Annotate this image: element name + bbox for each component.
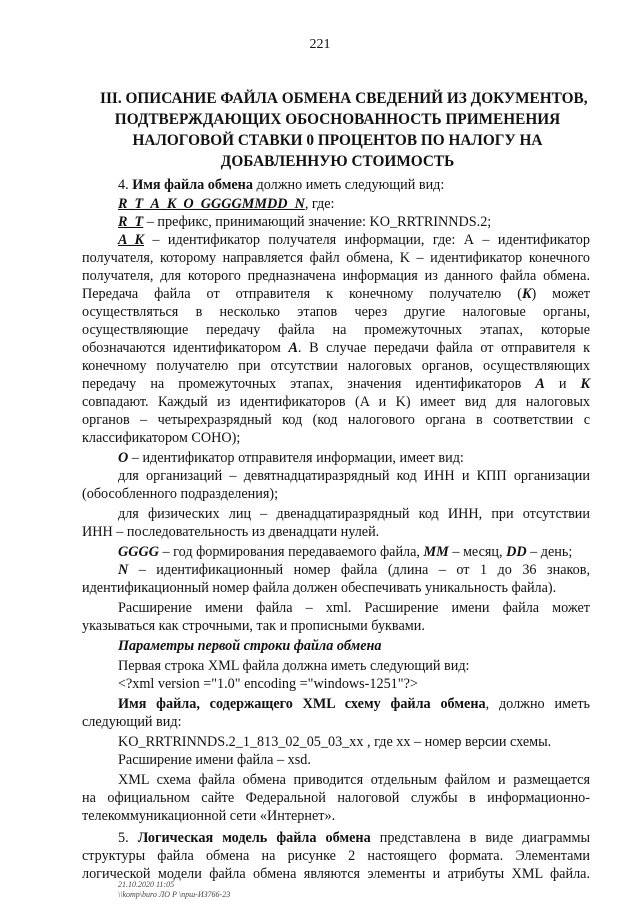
- ak-line-7: обозначаются идентификатором A. В случае передачи файла от отправителя к: [82, 340, 590, 356]
- ak-line-3: получателя, для которого предназначена информация из данного файла обмена.: [82, 268, 590, 284]
- fl-line-1: для физических лиц – двенадцатиразрядный код ИНН, при отсутствии: [118, 506, 590, 522]
- first-line-text: Первая строка XML файла должна иметь следующий вид:: [118, 658, 470, 674]
- fmt-line: R_T_A_K_O_GGGGMMDD_N, где:: [118, 196, 335, 212]
- p5-line-3: логической модели файла обмена являются элементы и атрибуты XML файла.: [82, 866, 590, 882]
- p4-heading: Имя файла обмена: [132, 177, 253, 193]
- ak-line-5: осуществляться в несколько этапов через другие налоговые органы,: [82, 304, 590, 320]
- xml-declaration: <?xml version ="1.0" encoding ="windows-1251"?>: [118, 676, 418, 692]
- p5-line-2: структуры файла обмена на рисунке 2 настоящего формата. Элементами: [82, 848, 590, 864]
- ak-line-9: передачу на промежуточных этапах, значения идентификаторов A и K: [82, 376, 591, 392]
- rt-line: R_T – префикс, принимающий значение: KO_RRTRINNDS.2;: [118, 214, 492, 230]
- schema-line-2: следующий вид:: [82, 714, 182, 730]
- ak-line-12: классификатором СОНО);: [82, 430, 241, 446]
- o-line: O – идентификатор отправителя информации, имеет вид:: [118, 450, 464, 466]
- ak-line-6: осуществляющие передачу файла на промежуточных этапах, которые: [82, 322, 590, 338]
- gggg-line: GGGG – год формирования передаваемого файла, MM – месяц, DD – день;: [118, 544, 573, 560]
- schema-filename: KO_RRTRINNDS.2_1_813_02_05_03_xx , где xx – номер версии схемы.: [118, 734, 552, 750]
- ak-line-1: A_K – идентификатор получателя информации, где: А – идентификатор: [118, 232, 590, 248]
- ext-line-1: Расширение имени файла – xml. Расширение имени файла может: [118, 600, 590, 616]
- n-line-1: N – идентификационный номер файла (длина – от 1 до 36 знаков,: [118, 562, 590, 578]
- footer-date: 21.10.2020 11:05: [118, 880, 175, 889]
- ext-line-2: указываться как строчными, так и прописными буквами.: [82, 618, 425, 634]
- ak-line-4: Передача файла от отправителя к конечному получателю (K) может: [82, 286, 590, 302]
- xml-line-3: телекоммуникационной сети «Интернет».: [82, 808, 336, 824]
- org-line-1: для организаций – девятнадцатиразрядный код ИНН и КПП организации: [118, 468, 590, 484]
- p4-intro: 4. Имя файла обмена должно иметь следующий вид:: [118, 177, 445, 193]
- section-title: [100, 88, 588, 172]
- p5-line-1: 5. Логическая модель файла обмена представлена в виде диаграммы: [118, 830, 591, 846]
- title-line: НАЛОГОВОЙ СТАВКИ 0 ПРОЦЕНТОВ ПО НАЛОГУ НА: [132, 132, 543, 149]
- fl-line-2: ИНН – последовательность из двенадцати нулей.: [82, 524, 380, 540]
- title-line: ДОБАВЛЕННУЮ СТОИМОСТЬ: [220, 153, 455, 170]
- ak-line-10: совпадают. Каждый из идентификаторов (A и K) имеет вид для налоговых: [82, 394, 590, 410]
- p5-heading: Логическая модель файла обмена: [137, 830, 371, 846]
- schema-line-1: Имя файла, содержащего XML схему файла обмена, должно иметь: [118, 696, 590, 712]
- xml-line-2: на официальном сайте Федеральной налоговой службы в информационно-: [82, 790, 590, 806]
- title-line: III. ОПИСАНИЕ ФАЙЛА ОБМЕНА СВЕДЕНИЙ ИЗ ДОКУМЕНТОВ,: [100, 90, 588, 107]
- ak-line-8: конечному получателю при отсутствии налоговых органов, осуществляющих: [82, 358, 590, 374]
- params-heading: Параметры первой строки файла обмена: [118, 638, 382, 654]
- xml-line-1: XML схема файла обмена приводится отдельным файлом и размещается: [118, 772, 590, 788]
- page-number: 221: [309, 37, 331, 52]
- schema-heading: Имя файла, содержащего XML схему файла обмена: [118, 696, 486, 712]
- n-line-2: идентификационный номер файла должен обеспечивать уникальность файла).: [82, 580, 557, 596]
- org-line-2: (обособленного подразделения);: [82, 486, 279, 502]
- xsd-extension: Расширение имени файла – xsd.: [118, 752, 311, 768]
- filename-pattern: R_T_A_K_O_GGGGMMDD_N: [118, 196, 305, 212]
- footer-path: \\komp\buro ЛО Р \прш-ИЗ766-23: [118, 890, 231, 899]
- ak-line-2: получателя, которому направляется файл обмена, K – идентификатор конечного: [82, 250, 590, 266]
- ak-line-11: органов – четырехразрядный код (код налогового органа в соответствии с: [82, 412, 590, 428]
- title-line: ПОДТВЕРЖДАЮЩИХ ОБОСНОВАННОСТЬ ПРИМЕНЕНИЯ: [114, 111, 561, 128]
